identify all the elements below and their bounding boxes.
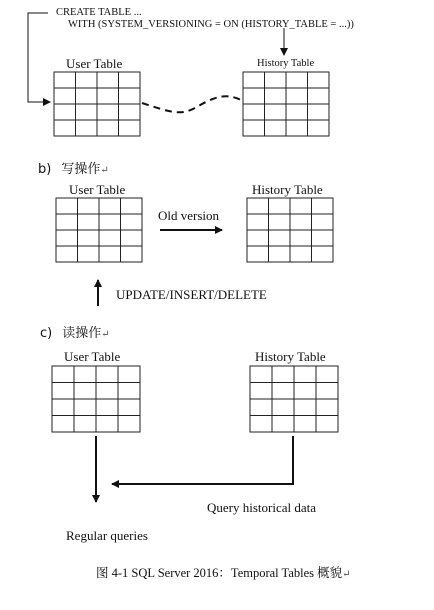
user-table-grid-c	[52, 366, 140, 432]
user-table-grid-b	[56, 198, 142, 262]
user-table-label-a: User Table	[66, 56, 123, 71]
section-a	[28, 13, 329, 136]
table-link-dashed	[142, 96, 241, 112]
section-b-title: 写操作	[61, 162, 101, 177]
history-table-grid-b	[247, 198, 333, 262]
code-with-versioning: WITH (SYSTEM_VERSIONING = ON (HISTORY_TABLE = ...))	[68, 19, 354, 30]
write-operations-label: UPDATE/INSERT/DELETE	[116, 287, 267, 302]
section-c-return-mark: ↵	[101, 329, 110, 340]
figure-caption-text: 图 4-1 SQL Server 2016：Temporal Tables 概貌	[96, 566, 343, 580]
history-table-label-a: History Table	[257, 58, 315, 69]
history-table-grid-a	[243, 72, 329, 136]
user-table-label-b: User Table	[69, 182, 126, 197]
user-table-grid-a	[54, 72, 140, 136]
section-b-return-mark: ↵	[100, 165, 109, 176]
caption-return-mark: ↵	[342, 569, 351, 580]
regular-queries-label: Regular queries	[66, 528, 148, 543]
history-table-grid-c	[250, 366, 338, 432]
section-c-heading	[40, 325, 110, 341]
section-c-letter: c)	[40, 326, 53, 341]
section-b-heading	[38, 161, 109, 177]
query-historical-label: Query historical data	[207, 500, 317, 515]
section-c	[52, 366, 338, 502]
figure-caption	[96, 567, 351, 580]
section-c-title: 读操作	[62, 326, 102, 341]
history-table-label-b: History Table	[252, 182, 323, 197]
code-create-table: CREATE TABLE ...	[56, 7, 142, 18]
create-connector	[28, 13, 50, 102]
historical-query-arrow	[112, 436, 293, 484]
section-b-letter: b)	[38, 162, 52, 177]
old-version-label: Old version	[158, 208, 220, 223]
user-table-label-c: User Table	[64, 349, 121, 364]
history-table-label-c: History Table	[255, 349, 326, 364]
